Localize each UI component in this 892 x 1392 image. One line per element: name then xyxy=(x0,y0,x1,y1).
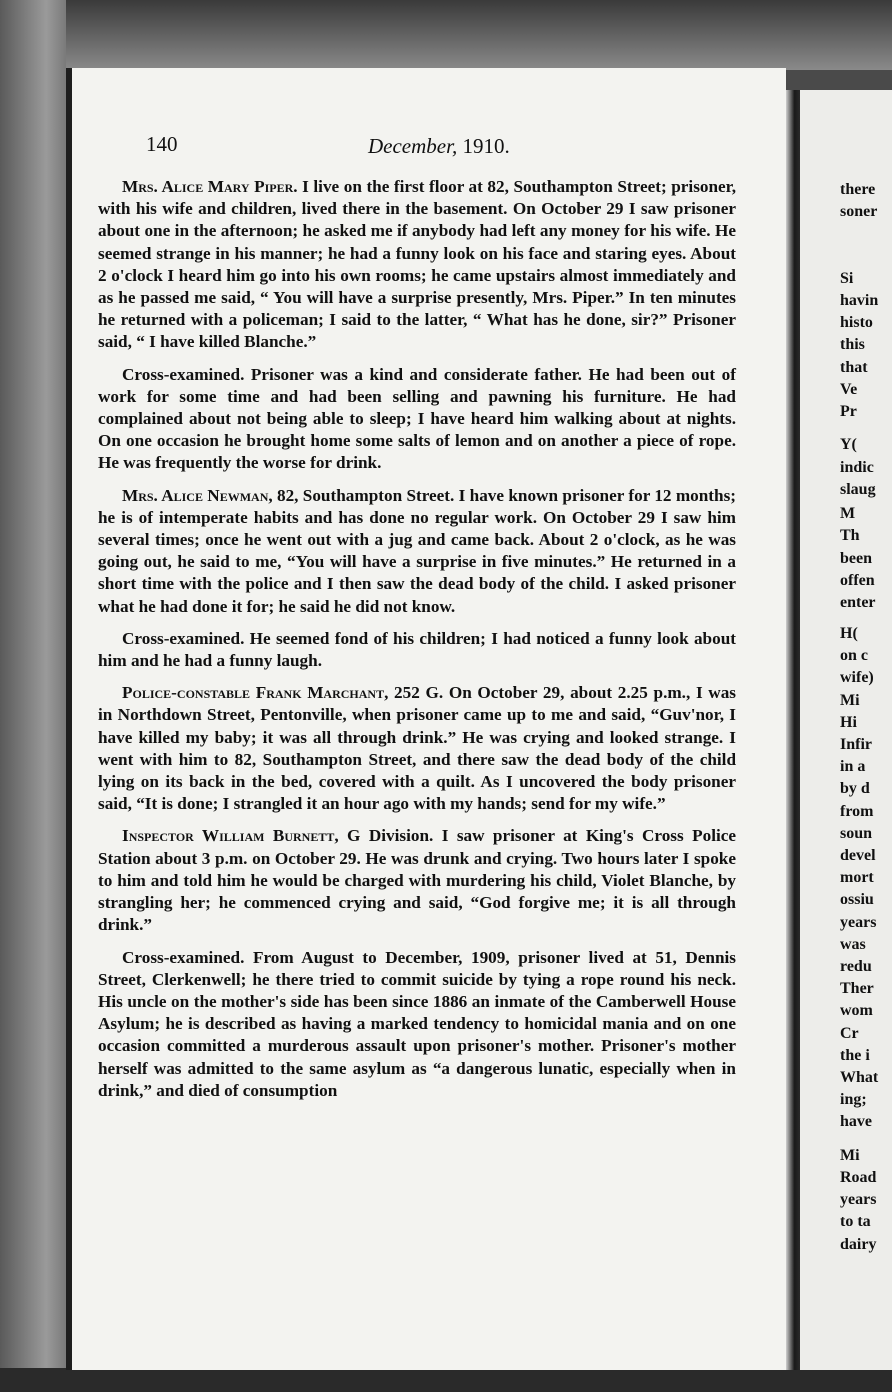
facing-page-fragment: What xyxy=(840,1069,879,1086)
facing-page-fragment: wom xyxy=(840,1002,873,1020)
facing-page-fragment: Road xyxy=(840,1168,877,1186)
paragraph xyxy=(98,485,736,618)
paragraph xyxy=(98,682,736,815)
facing-page-fragment: in a xyxy=(840,758,866,776)
facing-page-fragment: mort xyxy=(840,869,874,887)
paragraph-text: 252 G. On October 29, about 2.25 p.m., I was in Northdown Street, Pentonville, when prisoner came up to me and said, “Guv'nor, I have killed my baby; it was all through drink.” He was crying and looked strange. I went with him to 82, Southampton Street, and there saw the dead body of the child lying on its back in the bed, covered with a quilt. As I uncovered the body prisoner said, “It is done; I strangled it an hour ago with my hands; send for my wife.” xyxy=(98,683,736,814)
page-header xyxy=(146,132,786,162)
facing-page-fragment: indic xyxy=(840,458,874,476)
facing-page-fragment: dairy xyxy=(840,1235,877,1253)
facing-page-fragment: years xyxy=(840,913,877,931)
facing-page-fragment: ing; xyxy=(840,1091,867,1109)
facing-page-fragment: Mi xyxy=(840,691,860,709)
facing-page-fragment: slaug xyxy=(840,480,876,498)
facing-page-fragment: there xyxy=(840,181,876,198)
facing-page-fragment: Si xyxy=(840,269,854,287)
paragraph xyxy=(98,176,736,354)
facing-page-fragment: redu xyxy=(840,958,872,975)
facing-page-fragment: on c xyxy=(840,647,868,665)
running-head-year: 1910. xyxy=(462,134,510,158)
facing-page-fragment: Th xyxy=(840,527,860,545)
facing-page-fragment: Pr xyxy=(840,403,857,420)
paragraph xyxy=(98,947,736,1102)
facing-page-fragment: wife) xyxy=(840,669,874,687)
facing-page-fragment: soner xyxy=(840,203,878,221)
page-number: 140 xyxy=(146,132,178,156)
facing-page-fragment: H( xyxy=(840,625,858,642)
facing-page-fragment: devel xyxy=(840,847,876,864)
facing-page-fragment: the i xyxy=(840,1046,870,1064)
facing-page-fragment: ossiu xyxy=(840,891,874,909)
facing-page-fragment: M xyxy=(840,505,856,523)
paragraph-text: Cross-examined. Prisoner was a kind and considerate father. He had been out of work for some time and had been selling and pawning his furniture. He had complained about not being able to sleep; I have heard him walking about at nights. On one occasion he brought home some salts of lemon and on another a piece of rope. He was frequently the worse for drink. xyxy=(98,364,736,473)
facing-page-fragment: years xyxy=(840,1191,877,1209)
facing-page-fragment: Y( xyxy=(840,436,857,454)
facing-page-fragment: havin xyxy=(840,292,879,309)
paragraph-text: Cross-examined. He seemed fond of his children; I had noticed a funny look about him and he had a funny laugh. xyxy=(98,628,736,671)
paragraph xyxy=(98,825,736,936)
facing-page-fragment: offen xyxy=(840,571,875,589)
facing-page-fragment: Infir xyxy=(840,736,872,753)
facing-page-fragment: Cr xyxy=(840,1024,859,1042)
facing-page-fragment: soun xyxy=(840,824,873,842)
facing-page-fragment: been xyxy=(840,549,872,567)
facing-page-fragment: from xyxy=(840,802,874,820)
paragraph-text: G Division. I saw prisoner at King's Cross Police Station about 3 p.m. on October 29. He was drunk and crying. Two hours later I spoke to him and told him he would be charged with murdering his child, Violet Blanche, by strangling her; he commenced crying and said, “God forgive me; it is all through drink.” xyxy=(98,826,737,935)
facing-page-fragment: enter xyxy=(840,593,876,611)
facing-page-fragment: this xyxy=(840,336,865,354)
witness-name: Mrs. Alice Mary Piper. xyxy=(122,177,298,196)
scan-background-bottom xyxy=(0,1368,892,1392)
page-body xyxy=(98,176,736,1112)
facing-page-fragment: Mi xyxy=(840,1146,860,1164)
facing-page-fragment: that xyxy=(840,358,868,376)
paragraph-text: Cross-examined. From August to December, 1909, prisoner lived at 51, Dennis Street, Clerkenwell; he there tried to commit suicide by tying a rope round his neck. His uncle on the mother's side has been since 1886 an inmate of the Camberwell House Asylum; he is described as having a marked tendency to homicidal mania and on one occasion committed a murderous assault upon prisoner's mother. Prisoner's mother herself was admitted to the same asylum as “a dangerous lunatic, especially when in drink,” and died of consumption xyxy=(98,947,736,1100)
scan-background-top xyxy=(0,0,892,70)
book-gutter xyxy=(786,90,800,1370)
paragraph xyxy=(98,628,736,672)
witness-name: Mrs. Alice Newman, xyxy=(122,485,273,505)
facing-page xyxy=(800,90,892,1370)
running-head-month: December, xyxy=(368,134,458,158)
facing-page-fragment: have xyxy=(840,1113,872,1131)
paragraph-text: 82, Southampton Street. I have known prisoner for 12 months; he is of intemperate habits and has done no regular work. On October 29 I saw him several times; once he went out with a jug and came back. About 2 o'clock, as he was going out, he said to me, “You will have a surprise in five minutes.” He returned in a short time with the police and I then saw the dead body of the child. I asked prisoner what he had done it for; he said he did not know. xyxy=(98,485,736,616)
facing-page-fragment: histo xyxy=(840,314,873,332)
facing-page-fragment: to ta xyxy=(840,1213,871,1231)
witness-name: Inspector William Burnett, xyxy=(122,826,339,846)
scan-background-left xyxy=(0,0,66,1392)
facing-page-fragment: was xyxy=(840,935,866,953)
facing-page-fragment: Hi xyxy=(840,713,857,731)
running-head xyxy=(368,134,510,159)
facing-page-fragment: by d xyxy=(840,780,870,798)
facing-page-fragment: Ve xyxy=(840,380,858,398)
facing-page-fragment: Ther xyxy=(840,980,874,998)
paragraph-text: I live on the first floor at 82, Southampton Street; prisoner, with his wife and children, lived there in the basement. On October 29 I saw prisoner about one in the afternoon; he asked me if anybody had left any money for his wife. He seemed strange in his manner; he had a funny look on his face and staring eyes. About 2 o'clock I heard him go into his own rooms; he came upstairs almost immediately and as he passed me said, “ You will have a surprise presently, Mrs. Piper.” In ten minutes he returned with a policeman; I said to the latter, “ What has he done, sir?” Prisoner said, “ I have killed Blanche.” xyxy=(98,177,737,352)
paragraph xyxy=(98,364,736,475)
witness-name: Police-constable Frank Marchant, xyxy=(122,683,389,703)
